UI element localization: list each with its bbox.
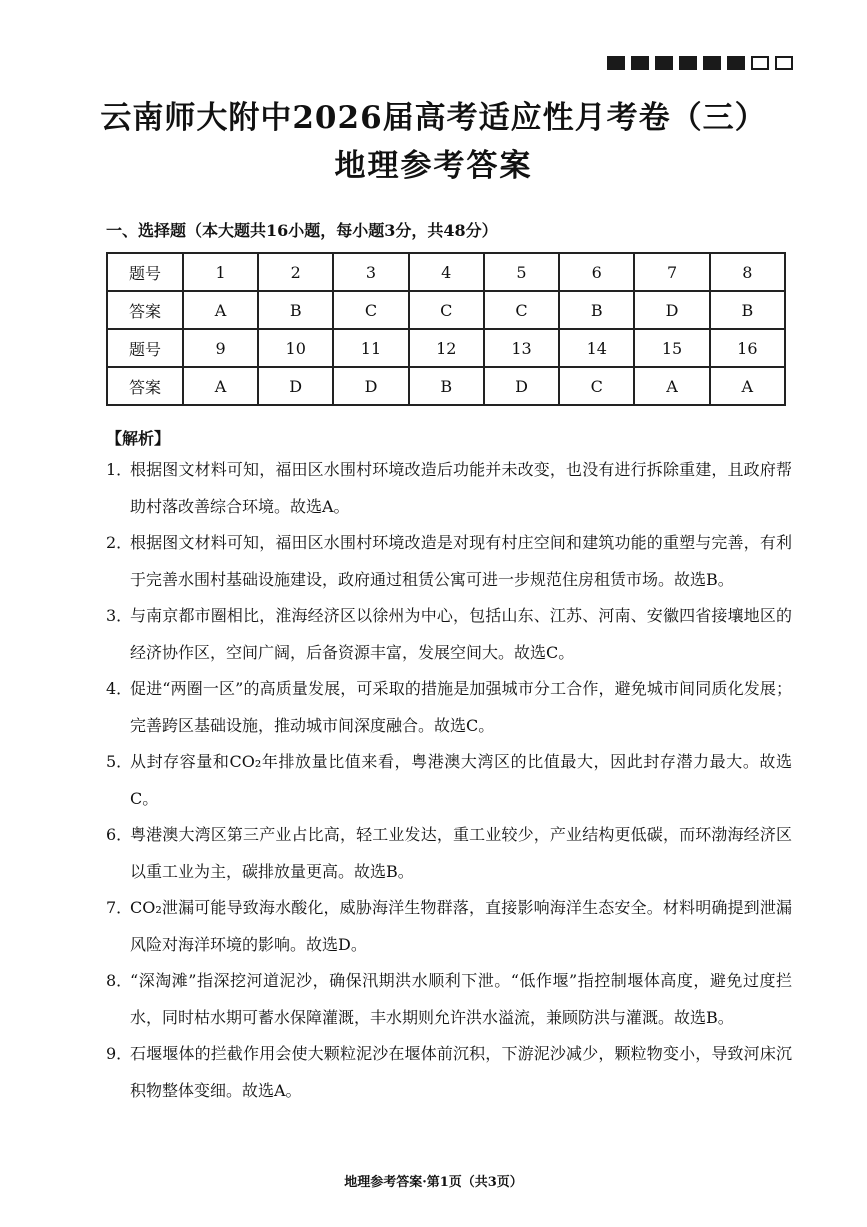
item-text: 从封存容量和CO₂年排放量比值来看，粤港澳大湾区的比值最大，因此封存潜力最大。故选C。 bbox=[130, 752, 792, 808]
table-cell: D bbox=[634, 291, 709, 329]
table-row-header: 答案 bbox=[107, 367, 183, 405]
table-row bbox=[107, 367, 785, 405]
table-cell: 9 bbox=[183, 329, 258, 367]
table-cell: B bbox=[710, 291, 785, 329]
table-cell: 6 bbox=[559, 253, 634, 291]
barcode-block-icon bbox=[727, 56, 745, 70]
table-cell: 5 bbox=[484, 253, 559, 291]
table-cell: B bbox=[258, 291, 333, 329]
table-cell: 13 bbox=[484, 329, 559, 367]
table-cell: 11 bbox=[333, 329, 408, 367]
item-text: 根据图文材料可知，福田区水围村环境改造后功能并未改变，也没有进行拆除重建，且政府帮助村落改善综合环境。故选A。 bbox=[130, 460, 792, 516]
list-item bbox=[106, 525, 792, 598]
table-cell: 14 bbox=[559, 329, 634, 367]
table-row-header: 答案 bbox=[107, 291, 183, 329]
table-cell: 3 bbox=[333, 253, 408, 291]
item-number: 3． bbox=[106, 606, 133, 625]
list-item bbox=[106, 598, 792, 671]
table-cell: 16 bbox=[710, 329, 785, 367]
table-cell: A bbox=[634, 367, 709, 405]
page-subtitle: 地理参考答案 bbox=[334, 148, 533, 184]
barcode-block-icon bbox=[607, 56, 625, 70]
list-item bbox=[106, 744, 792, 817]
page-title: 云南师大附中2026届高考适应性月考卷（三） bbox=[100, 100, 767, 136]
item-number: 1． bbox=[106, 460, 133, 479]
table-cell: 2 bbox=[258, 253, 333, 291]
table-cell: D bbox=[484, 367, 559, 405]
table-row-header: 题号 bbox=[107, 253, 183, 291]
checkbox-square-icon bbox=[751, 56, 769, 70]
table-cell: A bbox=[183, 367, 258, 405]
barcode-block-icon bbox=[655, 56, 673, 70]
table-cell: 10 bbox=[258, 329, 333, 367]
list-item bbox=[106, 671, 792, 744]
item-text: 根据图文材料可知，福田区水围村环境改造是对现有村庄空间和建筑功能的重塑与完善，有利于完善水围村基础设施建设，政府通过租赁公寓可进一步规范住房租赁市场。故选B。 bbox=[130, 533, 792, 589]
item-number: 2． bbox=[106, 533, 133, 552]
table-cell: C bbox=[484, 291, 559, 329]
analysis-heading: 【解析】 bbox=[106, 429, 171, 448]
barcode-block-icon bbox=[631, 56, 649, 70]
table-row bbox=[107, 291, 785, 329]
page-footer: 地理参考答案·第1页（共3页） bbox=[344, 1175, 523, 1190]
table-cell: 8 bbox=[710, 253, 785, 291]
item-number: 5． bbox=[106, 752, 133, 771]
table-cell: 15 bbox=[634, 329, 709, 367]
table-cell: C bbox=[559, 367, 634, 405]
table-row bbox=[107, 253, 785, 291]
analysis-list bbox=[106, 452, 792, 1109]
item-number: 4． bbox=[106, 679, 133, 698]
item-text: 促进“两圈一区”的高质量发展，可采取的措施是加强城市分工合作，避免城市间同质化发展；完善跨区基础设施，推动城市间深度融合。故选C。 bbox=[130, 679, 792, 735]
table-cell: 4 bbox=[409, 253, 484, 291]
list-item bbox=[106, 452, 792, 525]
list-item bbox=[106, 890, 792, 963]
section-heading: 一、选择题（本大题共16小题，每小题3分，共48分） bbox=[106, 221, 498, 240]
item-text: CO₂泄漏可能导致海水酸化，威胁海洋生物群落，直接影响海洋生态安全。材料明确提到泄漏风险对海洋环境的影响。故选D。 bbox=[130, 898, 792, 954]
item-text: 粤港澳大湾区第三产业占比高，轻工业发达，重工业较少，产业结构更低碳，而环渤海经济区以重工业为主，碳排放量更高。故选B。 bbox=[130, 825, 792, 881]
checkbox-square-icon bbox=[775, 56, 793, 70]
table-cell: A bbox=[183, 291, 258, 329]
table-cell: D bbox=[258, 367, 333, 405]
barcode-block-icon bbox=[703, 56, 721, 70]
list-item bbox=[106, 817, 792, 890]
table-cell: D bbox=[333, 367, 408, 405]
table-cell: 1 bbox=[183, 253, 258, 291]
table-cell: C bbox=[333, 291, 408, 329]
table-cell: B bbox=[559, 291, 634, 329]
barcode-block-icon bbox=[679, 56, 697, 70]
table-row-header: 题号 bbox=[107, 329, 183, 367]
item-number: 9． bbox=[106, 1044, 133, 1063]
item-number: 8． bbox=[106, 971, 133, 990]
item-text: 石堰堰体的拦截作用会使大颗粒泥沙在堰体前沉积，下游泥沙减少，颗粒物变小，导致河床沉积物整体变细。故选A。 bbox=[130, 1044, 792, 1100]
table-cell: A bbox=[710, 367, 785, 405]
item-number: 6． bbox=[106, 825, 133, 844]
item-text: 与南京都市圈相比，淮海经济区以徐州为中心，包括山东、江苏、河南、安徽四省接壤地区的经济协作区，空间广阔，后备资源丰富，发展空间大。故选C。 bbox=[130, 606, 792, 662]
barcode-marks bbox=[607, 56, 793, 70]
table-cell: 7 bbox=[634, 253, 709, 291]
answer-table bbox=[106, 252, 786, 406]
item-text: “深淘滩”指深挖河道泥沙，确保汛期洪水顺利下泄。“低作堰”指控制堰体高度，避免过度拦水，同时枯水期可蓄水保障灌溉，丰水期则允许洪水溢流，兼顾防洪与灌溉。故选B。 bbox=[130, 971, 792, 1027]
table-row bbox=[107, 329, 785, 367]
table-cell: 12 bbox=[409, 329, 484, 367]
table-cell: B bbox=[409, 367, 484, 405]
list-item bbox=[106, 1036, 792, 1109]
table-cell: C bbox=[409, 291, 484, 329]
item-number: 7． bbox=[106, 898, 133, 917]
list-item bbox=[106, 963, 792, 1036]
